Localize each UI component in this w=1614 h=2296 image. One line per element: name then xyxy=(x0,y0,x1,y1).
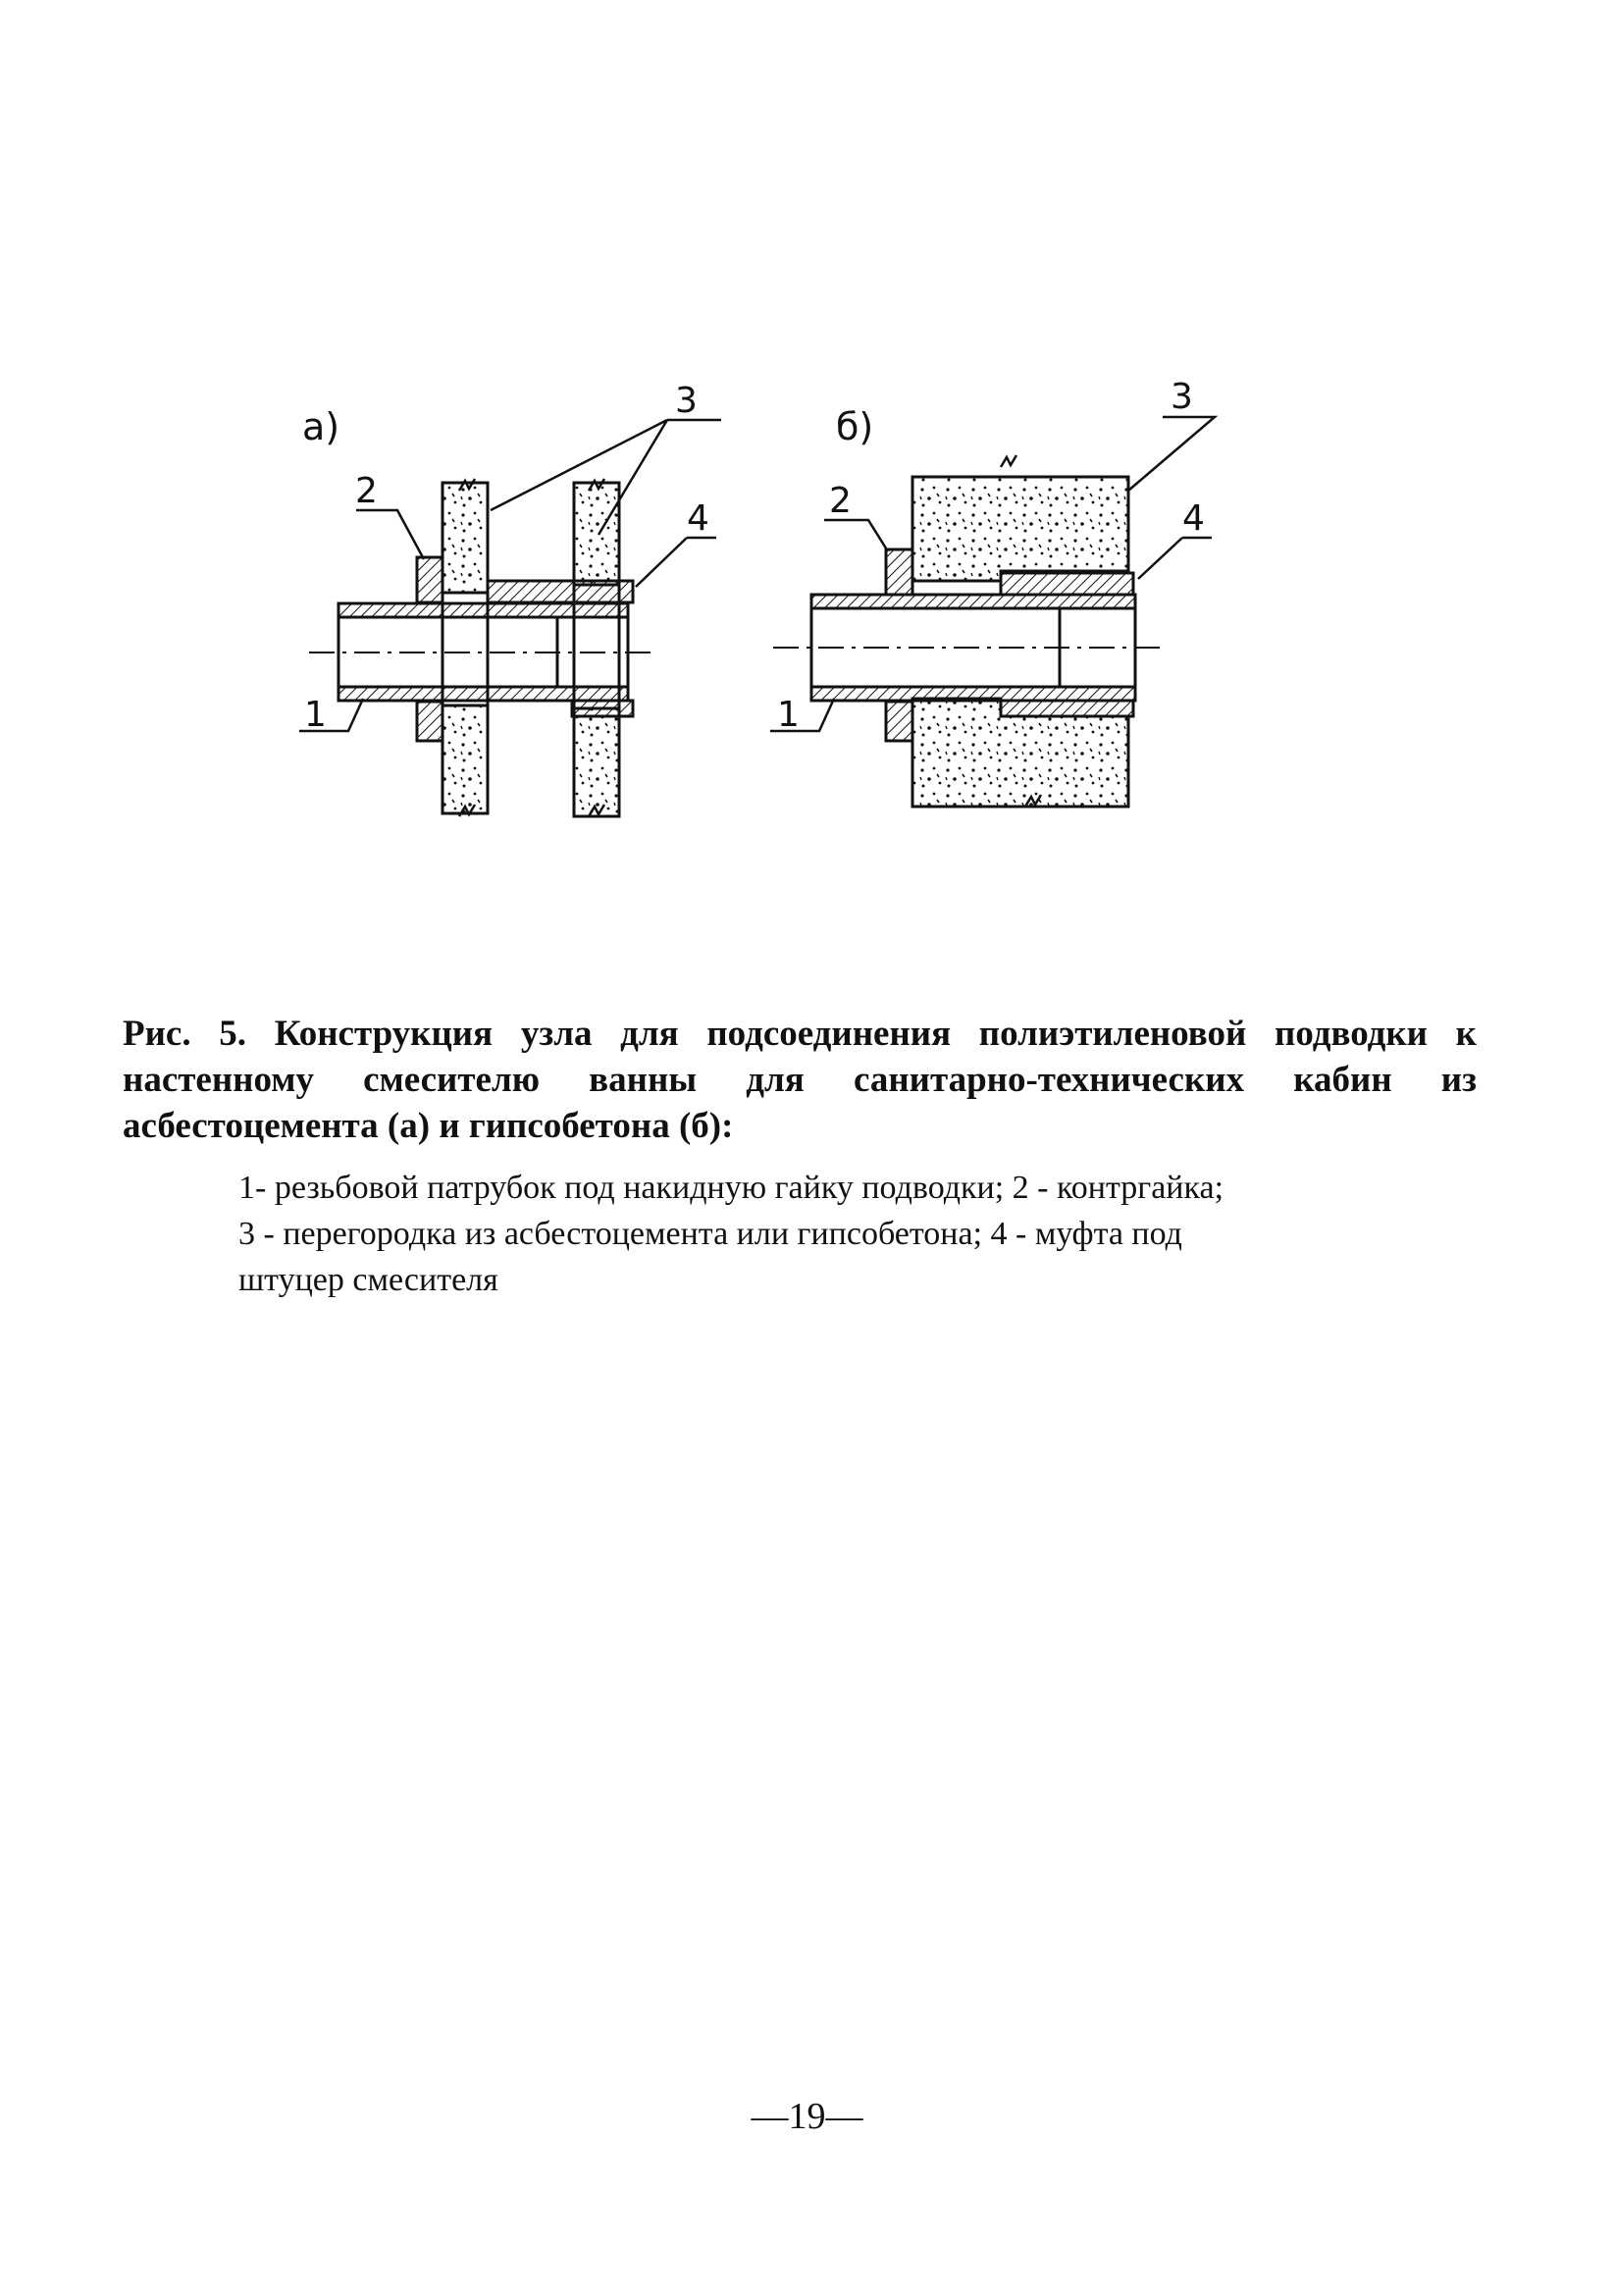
wall-left-a xyxy=(443,483,488,593)
pipe-a-top-wall xyxy=(338,603,628,617)
callout-b-2: 2 xyxy=(829,481,852,521)
coupling-a-bottom xyxy=(572,701,633,716)
panel-a-label: а) xyxy=(302,405,340,448)
callout-b-4: 4 xyxy=(1182,498,1205,539)
figure-legend xyxy=(238,1165,1477,1303)
callout-a-2: 2 xyxy=(355,471,378,511)
wall-right-a-bottom xyxy=(574,708,619,816)
coupling-b-top xyxy=(1001,573,1133,595)
pipe-b-bottom-wall xyxy=(811,687,1135,701)
locknut-b-bottom xyxy=(886,702,912,741)
pipe-b-top-wall xyxy=(811,595,1135,608)
panel-b-label: б) xyxy=(836,405,874,448)
wall-left-a-bottom xyxy=(443,705,488,813)
page-number: —19— xyxy=(751,2096,863,2137)
legend-line-3: штуцер смесителя xyxy=(238,1262,498,1298)
locknut-a-bottom xyxy=(417,702,443,741)
callout-a-3: 3 xyxy=(675,381,698,421)
coupling-a-top xyxy=(488,581,633,602)
callout-a-1: 1 xyxy=(304,695,327,735)
figure-caption: Рис. 5. Конструкция узла для подсоединения полиэтиленовой подводки к настенному смесителю ванны для санитарно-технических кабин из асбестоцемента (а) и гипсобетона (б): xyxy=(123,1014,1477,1146)
figure-drawing xyxy=(0,0,1614,883)
legend-line-1: 1- резьбовой патрубок под накидную гайку подводки; 2 - контргайка; xyxy=(238,1170,1224,1206)
block-b-top xyxy=(912,477,1128,581)
panel-b-drawing xyxy=(770,417,1215,807)
pipe-a-bottom-wall xyxy=(338,687,628,701)
callout-b-3: 3 xyxy=(1171,377,1193,417)
callout-b-1: 1 xyxy=(777,695,800,735)
coupling-b-bottom xyxy=(1001,701,1133,716)
callout-a-4: 4 xyxy=(687,498,709,539)
wall-right-a xyxy=(574,483,619,585)
locknut-b-top xyxy=(886,549,912,595)
legend-line-2: 3 - перегородка из асбестоцемента или гипсобетона; 4 - муфта под xyxy=(238,1216,1182,1252)
locknut-a-top xyxy=(417,557,443,602)
